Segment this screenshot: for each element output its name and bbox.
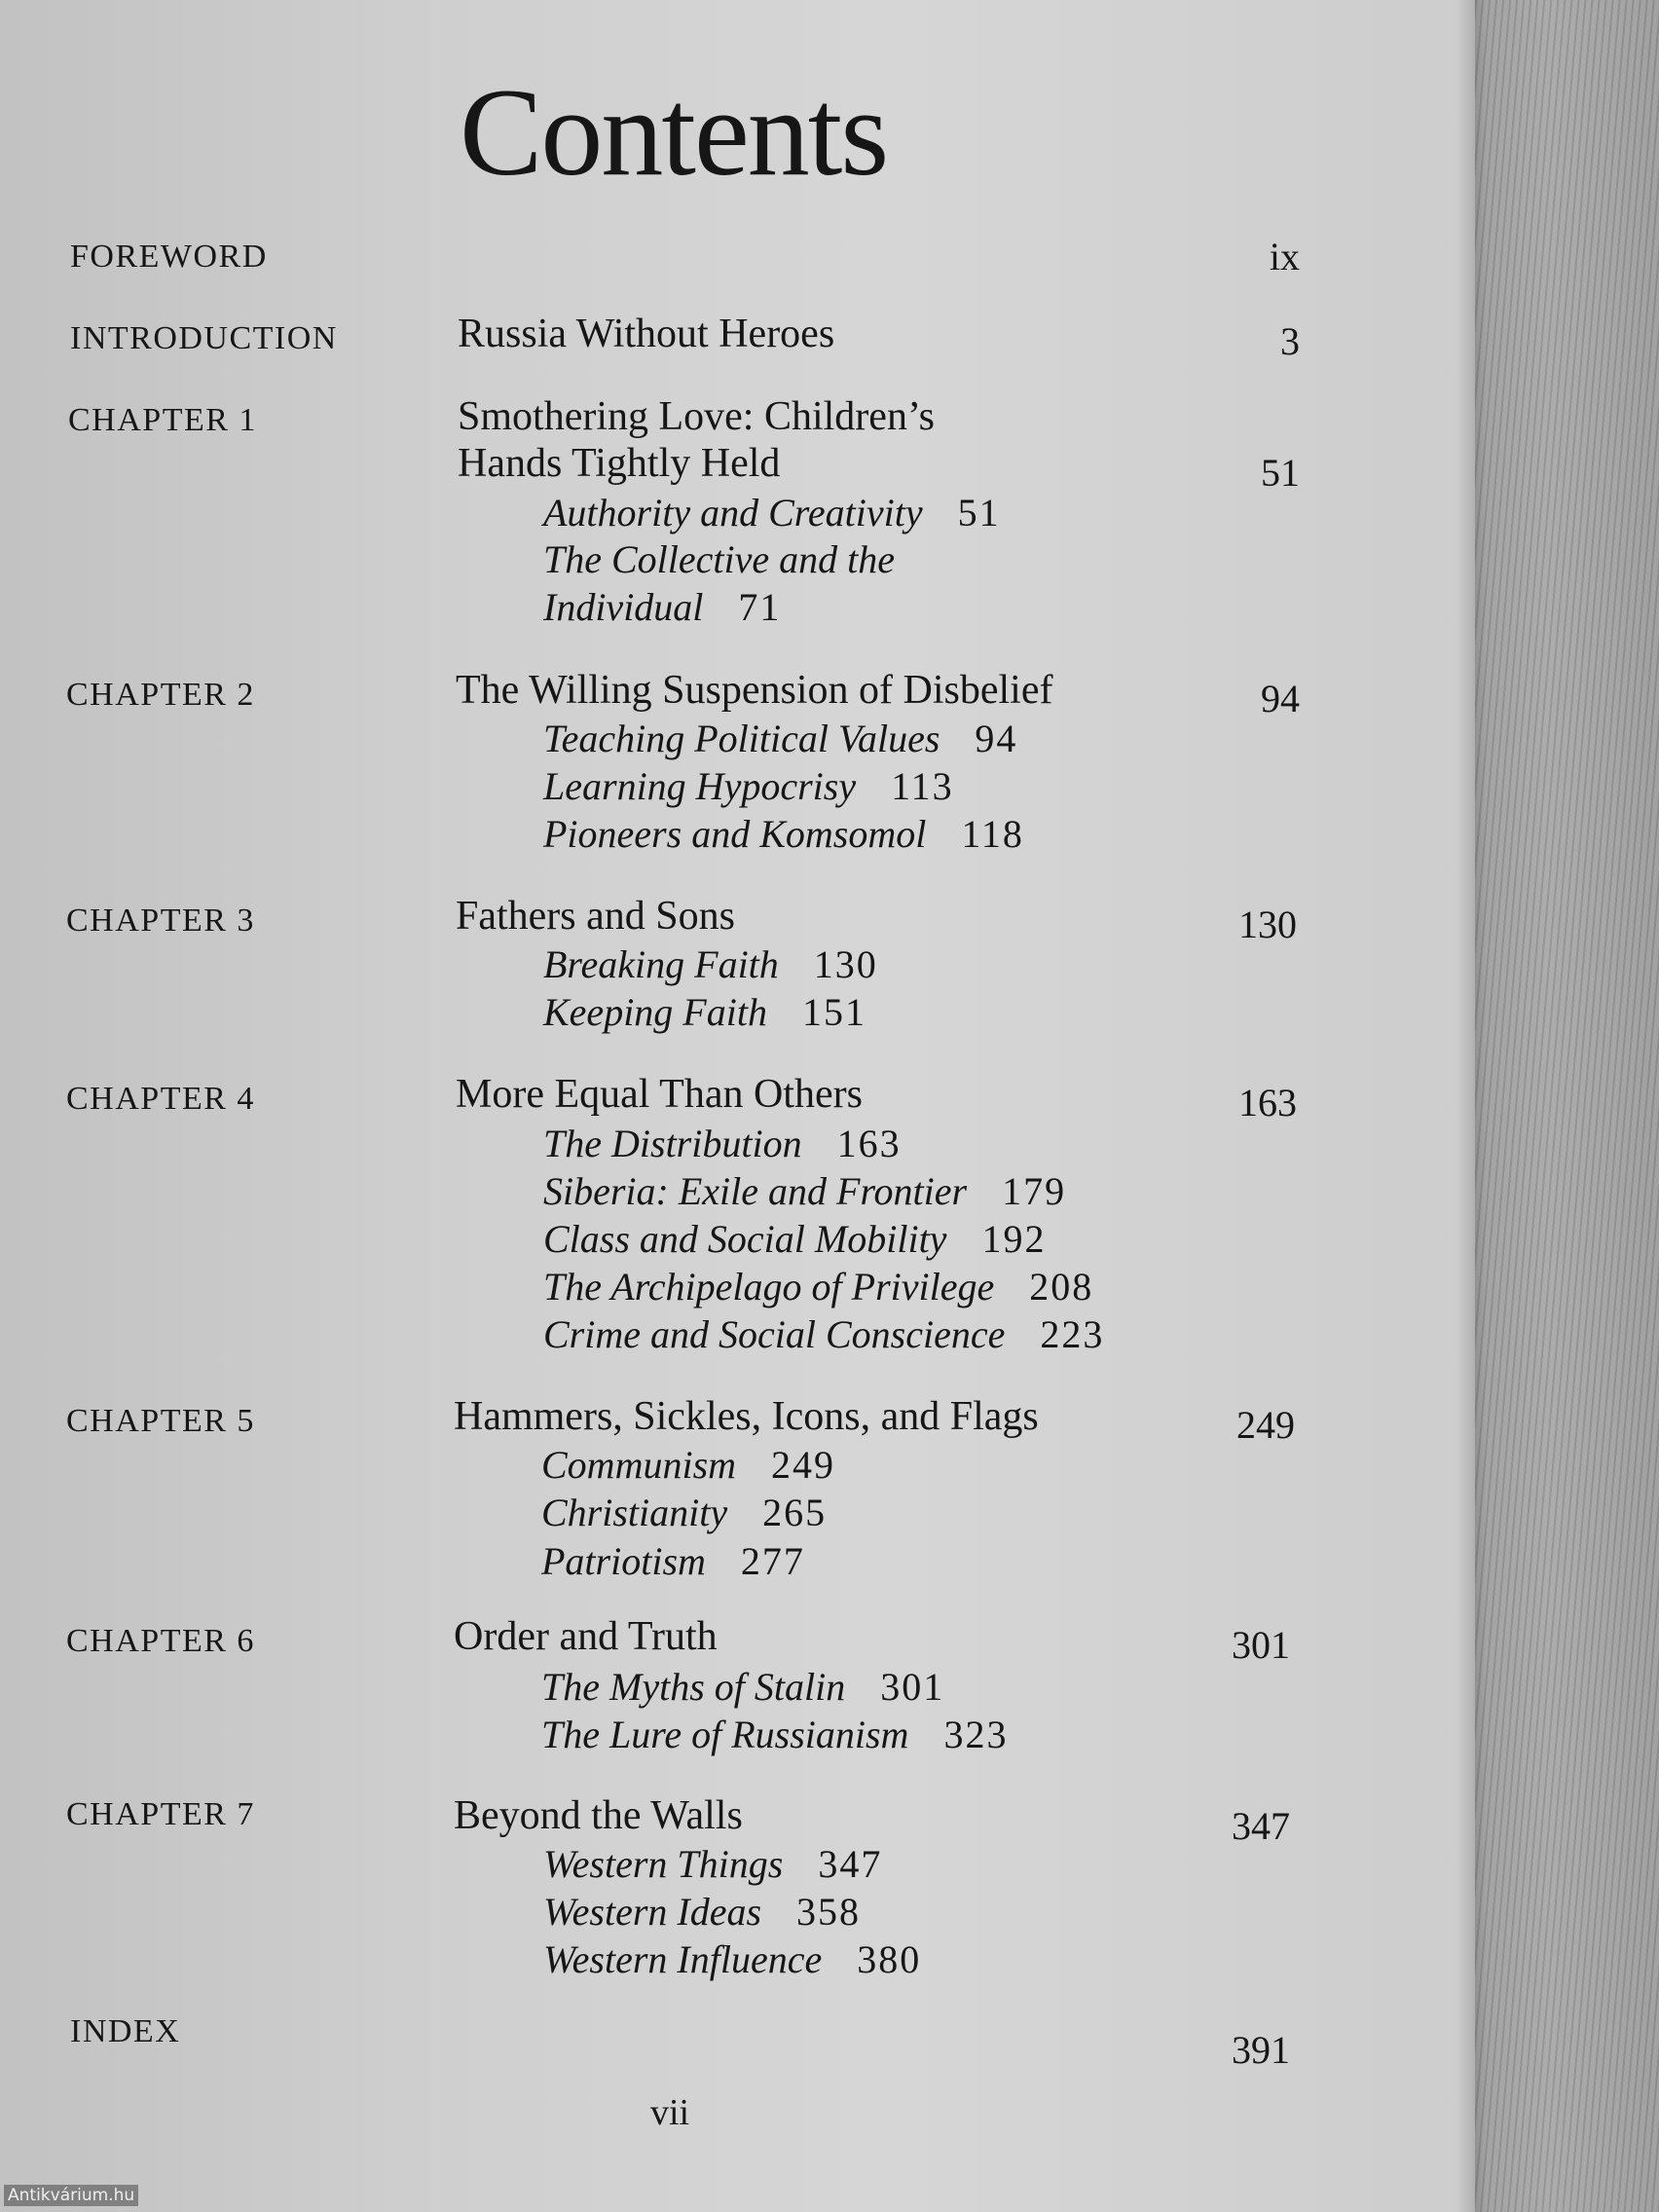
chapter-3-sub-1: Breaking Faith 130 <box>543 942 878 986</box>
chapter-1-title-line2: Hands Tightly Held <box>458 441 781 486</box>
index-label: INDEX <box>70 2013 181 2049</box>
chapter-6-label: CHAPTER 6 <box>66 1623 255 1659</box>
chapter-6-sub-2: The Lure of Russianism 323 <box>541 1713 1009 1756</box>
chapter-1-sub-2: The Collective and the <box>543 537 896 581</box>
chapter-5-page: 249 <box>1236 1403 1295 1447</box>
page-title: Contents <box>460 63 888 202</box>
chapter-6-sub-1: The Myths of Stalin 301 <box>541 1665 945 1709</box>
chapter-4-sub-3: Class and Social Mobility 192 <box>543 1217 1047 1261</box>
chapter-4-sub-4: The Archipelago of Privilege 208 <box>543 1265 1094 1309</box>
chapter-1-sub-1: Authority and Creativity 51 <box>543 491 1001 535</box>
chapter-4-sub-5: Crime and Social Conscience 223 <box>543 1312 1105 1356</box>
chapter-6-title: Order and Truth <box>454 1614 718 1659</box>
foreword-label: FOREWORD <box>70 239 268 275</box>
page-number: vii <box>650 2092 690 2133</box>
chapter-2-sub-3: Pioneers and Komsomol 118 <box>543 812 1024 856</box>
chapter-1-title: Smothering Love: Children’s <box>458 394 935 439</box>
introduction-title: Russia Without Heroes <box>458 312 835 356</box>
index-page: 391 <box>1232 2028 1290 2072</box>
chapter-3-sub-2: Keeping Faith 151 <box>543 990 866 1034</box>
chapter-2-title: The Willing Suspension of Disbelief <box>456 668 1053 713</box>
chapter-4-label: CHAPTER 4 <box>66 1081 255 1117</box>
chapter-4-title: More Equal Than Others <box>456 1072 863 1117</box>
chapter-4-sub-2: Siberia: Exile and Frontier 179 <box>543 1169 1067 1213</box>
chapter-4-page: 163 <box>1238 1081 1297 1124</box>
chapter-5-title: Hammers, Sickles, Icons, and Flags <box>454 1394 1039 1439</box>
chapter-5-label: CHAPTER 5 <box>66 1403 255 1439</box>
chapter-7-page: 347 <box>1232 1804 1290 1848</box>
chapter-1-label: CHAPTER 1 <box>68 402 257 438</box>
chapter-1-page: 51 <box>1261 451 1300 495</box>
watermark: Antikvárium.hu <box>4 2185 138 2206</box>
chapter-5-sub-2: Christianity 265 <box>541 1491 828 1534</box>
chapter-2-label: CHAPTER 2 <box>66 677 255 713</box>
chapter-4-sub-1: The Distribution 163 <box>543 1122 902 1165</box>
chapter-7-sub-3: Western Influence 380 <box>543 1937 922 1981</box>
chapter-7-sub-1: Western Things 347 <box>543 1842 883 1886</box>
chapter-7-title: Beyond the Walls <box>454 1793 743 1838</box>
chapter-6-page: 301 <box>1232 1623 1290 1667</box>
chapter-3-label: CHAPTER 3 <box>66 903 255 939</box>
chapter-2-sub-2: Learning Hypocrisy 113 <box>543 764 954 808</box>
chapter-7-label: CHAPTER 7 <box>66 1796 255 1832</box>
chapter-5-sub-1: Communism 249 <box>541 1443 836 1487</box>
chapter-1-sub-3: Individual 71 <box>543 585 782 629</box>
chapter-2-sub-1: Teaching Political Values 94 <box>543 717 1018 760</box>
book-gutter <box>1475 0 1659 2212</box>
chapter-5-sub-3: Patriotism 277 <box>541 1539 805 1583</box>
introduction-label: INTRODUCTION <box>70 320 338 356</box>
chapter-2-page: 94 <box>1261 677 1300 720</box>
chapter-7-sub-2: Western Ideas 358 <box>543 1890 862 1934</box>
introduction-page: 3 <box>1280 319 1300 363</box>
foreword-page: ix <box>1269 235 1300 278</box>
chapter-3-title: Fathers and Sons <box>456 894 735 939</box>
chapter-3-page: 130 <box>1238 903 1297 946</box>
